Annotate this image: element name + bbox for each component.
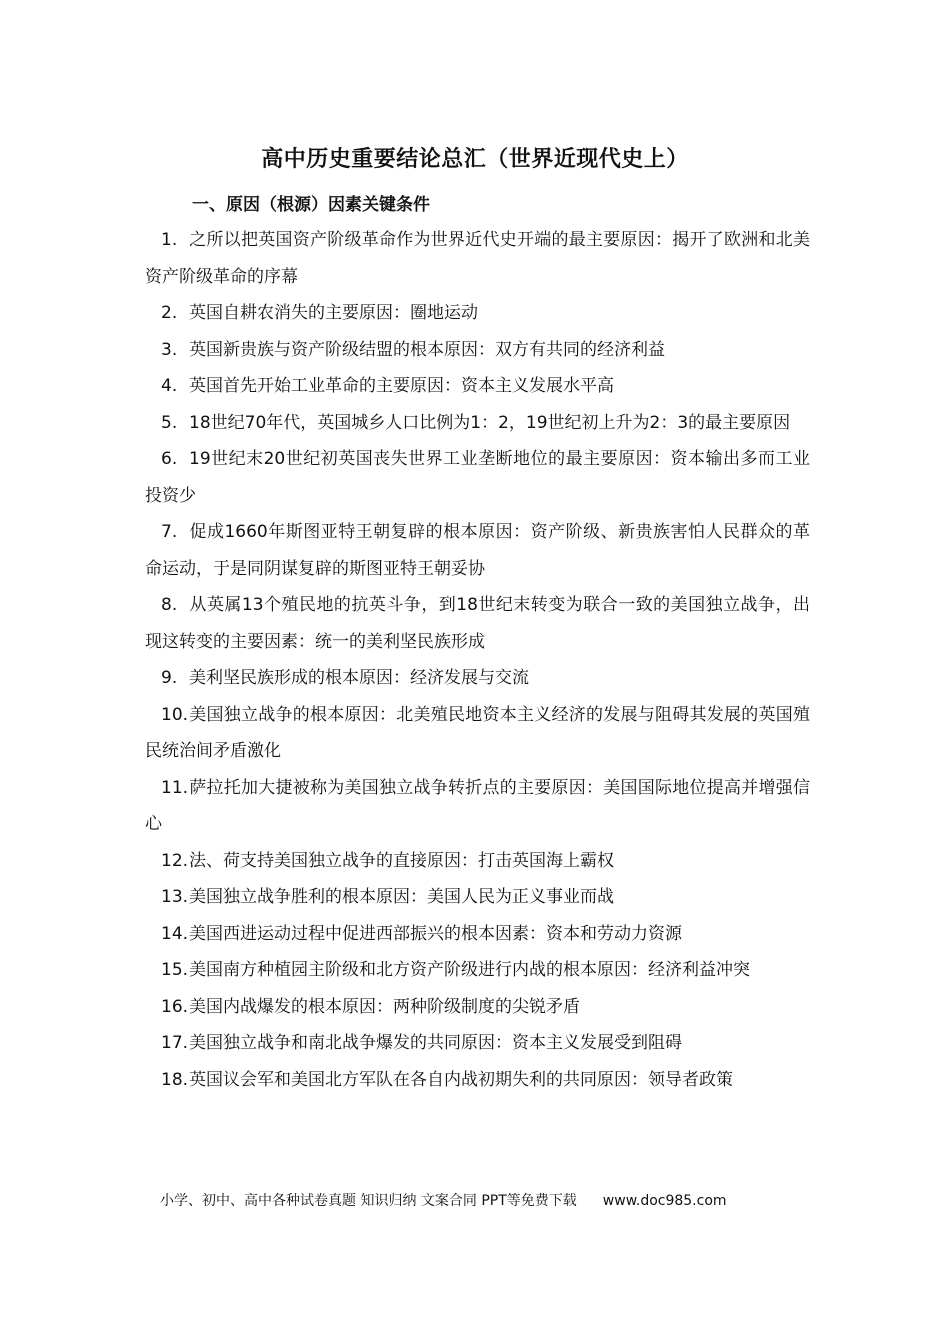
list-item-text: 英国首先开始工业革命的主要原因：资本主义发展水平高	[189, 376, 614, 396]
list-item	[145, 879, 810, 916]
list-item-text: 英国议会军和美国北方军队在各自内战初期失利的共同原因：领导者政策	[189, 1069, 733, 1090]
list-item-number: 15.	[161, 960, 189, 980]
list-item-text: 之所以把英国资产阶级革命作为世界近代史开端的最主要原因：揭开了欧洲和北美资产阶级革命的序幕	[145, 230, 810, 287]
list-item-number: 18.	[161, 1069, 189, 1090]
list-item-number: 16.	[161, 996, 189, 1017]
list-item-number: 9.	[161, 668, 178, 688]
list-item	[145, 441, 810, 514]
list-item	[145, 697, 810, 770]
list-item	[145, 405, 810, 442]
list-item	[145, 587, 810, 660]
list-item-text: 19世纪末20世纪初英国丧失世界工业垄断地位的最主要原因：资本输出多而工业投资少	[145, 449, 810, 506]
list-item-number: 7.	[161, 522, 178, 542]
list-item	[145, 222, 810, 295]
list-item-text: 从英属13个殖民地的抗英斗争，到18世纪末转变为联合一致的美国独立战争，出现这转变的主要因素：统一的美利坚民族形成	[145, 595, 810, 652]
list-item-number: 3.	[161, 339, 178, 360]
list-item-text: 英国新贵族与资产阶级结盟的根本原因：双方有共同的经济利益	[189, 339, 665, 360]
list-item-text: 法、荷支持美国独立战争的直接原因：打击英国海上霸权	[189, 850, 614, 871]
list-item-number: 8.	[161, 595, 178, 615]
list-item	[145, 295, 810, 332]
list-item	[145, 332, 810, 369]
footer	[160, 1190, 727, 1210]
list-item-number: 4.	[161, 376, 178, 396]
list-item-text: 美国独立战争的根本原因：北美殖民地资本主义经济的发展与阻碍其发展的英国殖民统治间矛盾激化	[145, 704, 810, 761]
list-item-text: 美国独立战争胜利的根本原因：美国人民为正义事业而战	[189, 887, 614, 907]
list-item-number: 11.	[161, 777, 189, 798]
list-item-text: 美利坚民族形成的根本原因：经济发展与交流	[189, 668, 529, 688]
list-item-text: 美国南方种植园主阶级和北方资产阶级进行内战的根本原因：经济利益冲突	[189, 960, 750, 980]
document-title: 高中历史重要结论总汇（世界近现代史上）	[261, 147, 689, 172]
list-item-text: 促成1660年斯图亚特王朝复辟的根本原因：资产阶级、新贵族害怕人民群众的革命运动，于是同阴谋复辟的斯图亚特王朝妥协	[145, 522, 810, 579]
section-heading: 一、原因（根源）因素关键条件	[192, 195, 430, 215]
list-item	[145, 660, 810, 697]
list-item	[145, 514, 810, 587]
list-item-text: 18世纪70年代，英国城乡人口比例为1：2，19世纪初上升为2：3的最主要原因	[189, 412, 791, 433]
list-item	[145, 770, 810, 843]
list-item-text: 美国西进运动过程中促进西部振兴的根本因素：资本和劳动力资源	[189, 923, 682, 944]
list-item-number: 13.	[161, 887, 189, 907]
list-item-number: 12.	[161, 850, 189, 871]
footer-url[interactable]: www.doc985.com	[602, 1193, 727, 1209]
list-item	[145, 368, 810, 405]
list-item-number: 6.	[161, 449, 178, 469]
list-item-number: 5.	[161, 412, 178, 433]
list-item	[145, 952, 810, 989]
list-item	[145, 989, 810, 1026]
list-item-number: 10.	[161, 704, 189, 725]
list-item	[145, 916, 810, 953]
list-item-text: 美国内战爆发的根本原因：两种阶级制度的尖锐矛盾	[189, 996, 580, 1017]
list-item-number: 17.	[161, 1033, 189, 1053]
list-item-number: 14.	[161, 923, 189, 944]
list-item	[145, 843, 810, 880]
footer-text: 小学、初中、高中各种试卷真题 知识归纳 文案合同 PPT等免费下载	[160, 1193, 577, 1209]
conclusion-list	[145, 222, 810, 1098]
list-item-text: 萨拉托加大捷被称为美国独立战争转折点的主要原因：美国国际地位提高并增强信心	[145, 777, 810, 834]
list-item-number: 2.	[161, 303, 178, 323]
list-item-text: 美国独立战争和南北战争爆发的共同原因：资本主义发展受到阻碍	[189, 1033, 682, 1053]
list-item	[145, 1062, 810, 1099]
list-item-number: 1.	[161, 230, 178, 250]
list-item	[145, 1025, 810, 1062]
list-item-text: 英国自耕农消失的主要原因：圈地运动	[189, 303, 478, 323]
